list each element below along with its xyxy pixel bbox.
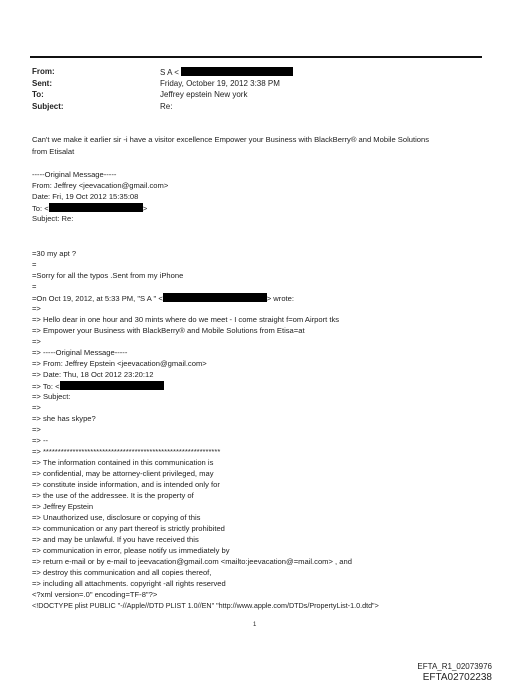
on-wrote-line: =On Oct 19, 2012, at 5:33 PM, "S A " < > wrote:	[32, 294, 294, 303]
page-number: 1	[253, 622, 257, 628]
to-label: To:	[32, 90, 44, 99]
body-line: => Jeffrey Epstein	[32, 502, 94, 511]
body-line: => communication in error, please notify us immediately by	[32, 546, 230, 555]
body-line: -----Original Message-----	[32, 170, 117, 179]
body-line: From: Jeffrey <jeevacation@gmail.com>	[32, 181, 169, 190]
from-value: S A <	[160, 68, 179, 77]
subject-label: Subject:	[32, 102, 64, 111]
header-rule	[30, 56, 482, 58]
body-line: from Etisalat	[32, 147, 75, 156]
body-line: =Sorry for all the typos .Sent from my iPhone	[32, 271, 184, 280]
body-line: => constitute inside information, and is intended only for	[32, 480, 220, 489]
body-line: =>	[32, 425, 41, 434]
body-line: => -----Original Message-----	[32, 348, 128, 357]
from-label: From:	[32, 67, 55, 76]
body-line: =>	[32, 403, 41, 412]
bates-id-2: EFTA02702238	[422, 672, 492, 683]
body-line: => the use of the addressee. It is the property of	[32, 491, 194, 500]
body-line: => confidential, may be attorney-client privileged, may	[32, 469, 214, 478]
redaction-bar	[60, 381, 164, 390]
body-line: => ************************************************************	[32, 447, 221, 456]
body-line: => From: Jeffrey Epstein <jeevacation@gmail.com>	[32, 359, 207, 368]
body-line: => and may be unlawful. If you have received this	[32, 535, 199, 544]
orig-to-line: To: < >	[32, 204, 148, 213]
sent-label: Sent:	[32, 79, 52, 88]
body-line: => Date: Thu, 18 Oct 2012 23:20:12	[32, 370, 154, 379]
body-line: =	[32, 282, 37, 291]
sent-value: Friday, October 19, 2012 3:38 PM	[160, 79, 280, 88]
body-line: =>	[32, 337, 41, 346]
body-line: Date: Fri, 19 Oct 2012 15:35:08	[32, 192, 139, 201]
body-line: Subject: Re:	[32, 214, 74, 223]
body-line: => --	[32, 436, 49, 445]
body-line: => return e-mail or by e-mail to jeevacation@gmail.com <mailto:jeevacation@=mail.com> , and	[32, 557, 352, 566]
fwd-to-line: => To: <	[32, 381, 164, 391]
body-line: => The information contained in this communication is	[32, 458, 214, 467]
body-line: => including all attachments. copyright -all rights reserved	[32, 579, 226, 588]
body-line: => destroy this communication and all copies thereof,	[32, 568, 212, 577]
redaction-bar	[163, 293, 267, 302]
body-line: => Hello dear in one hour and 30 mints where do we meet - I come straight f=om Airport tks	[32, 315, 340, 324]
body-line: =30 my apt ?	[32, 249, 77, 258]
body-line: => communication or any part thereof is strictly prohibited	[32, 524, 225, 533]
bates-id-1: EFTA_R1_02073976	[417, 662, 492, 671]
body-line: =>	[32, 304, 41, 313]
body-line: <?xml version=.0" encoding=TF-8"?>	[32, 590, 158, 599]
body-line: <!DOCTYPE plist PUBLIC "-//Apple//DTD PLIST 1.0//EN" "http://www.apple.com/DTDs/PropertyList-1.0.dtd">	[32, 601, 379, 610]
to-value: Jeffrey epstein New york	[160, 90, 248, 99]
body-line: => Subject:	[32, 392, 71, 401]
body-line: => Unauthorized use, disclosure or copying of this	[32, 513, 201, 522]
body-line: => she has skype?	[32, 414, 96, 423]
redaction-bar	[49, 203, 143, 212]
redaction-bar	[181, 67, 293, 76]
body-line: =	[32, 260, 37, 269]
subject-value: Re:	[160, 102, 173, 111]
body-line: => Empower your Business with BlackBerry® and Mobile Solutions from Etisa=at	[32, 326, 305, 335]
body-line: Can't we make it earlier sir -i have a visitor excellence Empower your Business with BlackBerry® and Mobile Solutions	[32, 135, 430, 144]
